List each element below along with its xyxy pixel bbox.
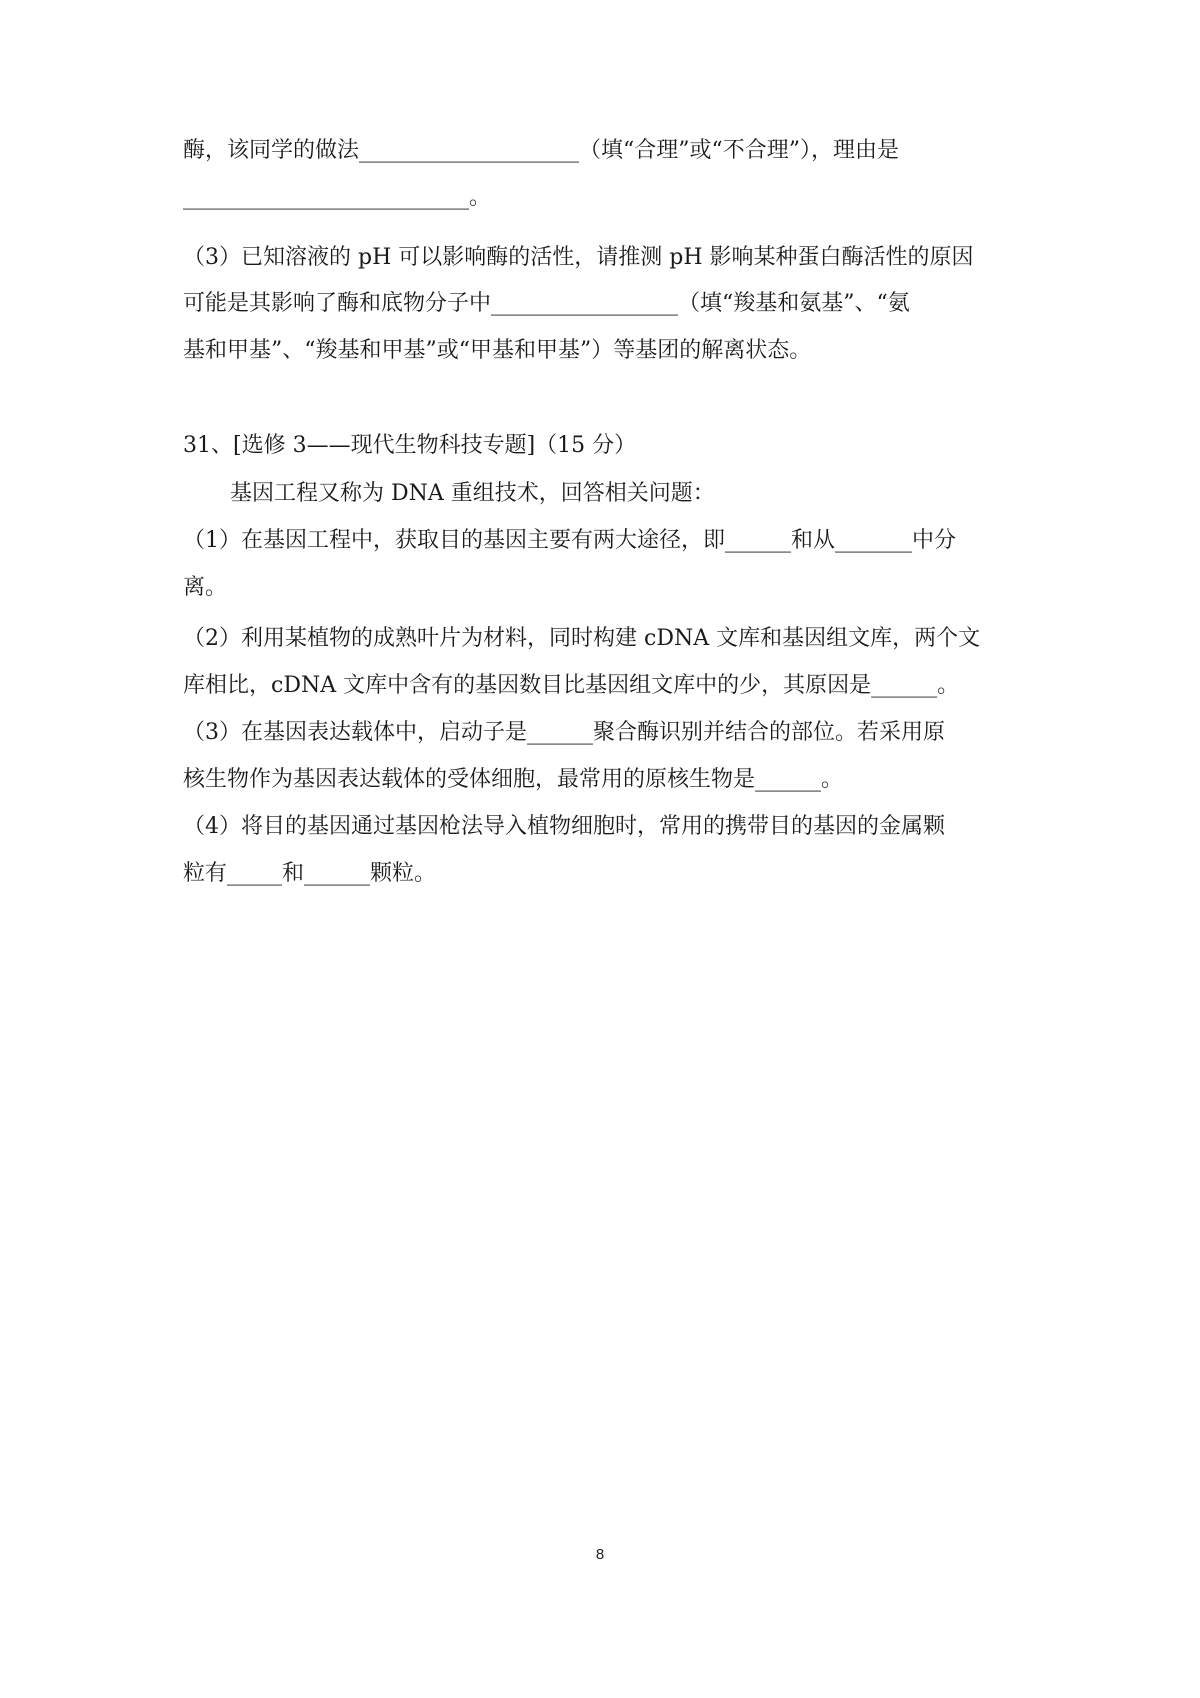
section-intro: 基因工程又称为 DNA 重组技术，回答相关问题： <box>230 481 715 506</box>
text-line: 酶，该同学的做法____________________（填“合理”或“不合理”），理由是 <box>183 138 899 163</box>
text-line: 粒有_____和______颗粒。 <box>183 861 437 886</box>
text-line: __________________________。 <box>183 185 492 210</box>
text-line: 离。 <box>183 575 228 600</box>
text-line: 库相比，cDNA 文库中含有的基因数目比基因组文库中的少，其原因是______。 <box>183 673 960 698</box>
text-line: 核生物作为基因表达载体的受体细胞，最常用的原核生物是______。 <box>183 767 844 792</box>
text-line: （3）已知溶液的 pH 可以影响酶的活性，请推测 pH 影响某种蛋白酶活性的原因 <box>183 245 974 270</box>
text-line: 可能是其影响了酶和底物分子中_________________（填“羧基和氨基”、“氨 <box>183 291 910 316</box>
section-heading: 31、[选修 3——现代生物科技专题]（15 分） <box>183 433 637 458</box>
page-number: 8 <box>595 1546 605 1563</box>
text-line: （1）在基因工程中，获取目的基因主要有两大途径，即______和从_______中分 <box>183 528 956 553</box>
text-line: （2）利用某植物的成熟叶片为材料，同时构建 cDNA 文库和基因组文库，两个文 <box>183 626 981 651</box>
text-line: （4）将目的基因通过基因枪法导入植物细胞时，常用的携带目的基因的金属颗 <box>183 814 945 839</box>
text-line: 基和甲基”、“羧基和甲基”或“甲基和甲基”）等基团的解离状态。 <box>183 338 812 363</box>
text-line: （3）在基因表达载体中，启动子是______聚合酶识别并结合的部位。若采用原 <box>183 720 945 745</box>
